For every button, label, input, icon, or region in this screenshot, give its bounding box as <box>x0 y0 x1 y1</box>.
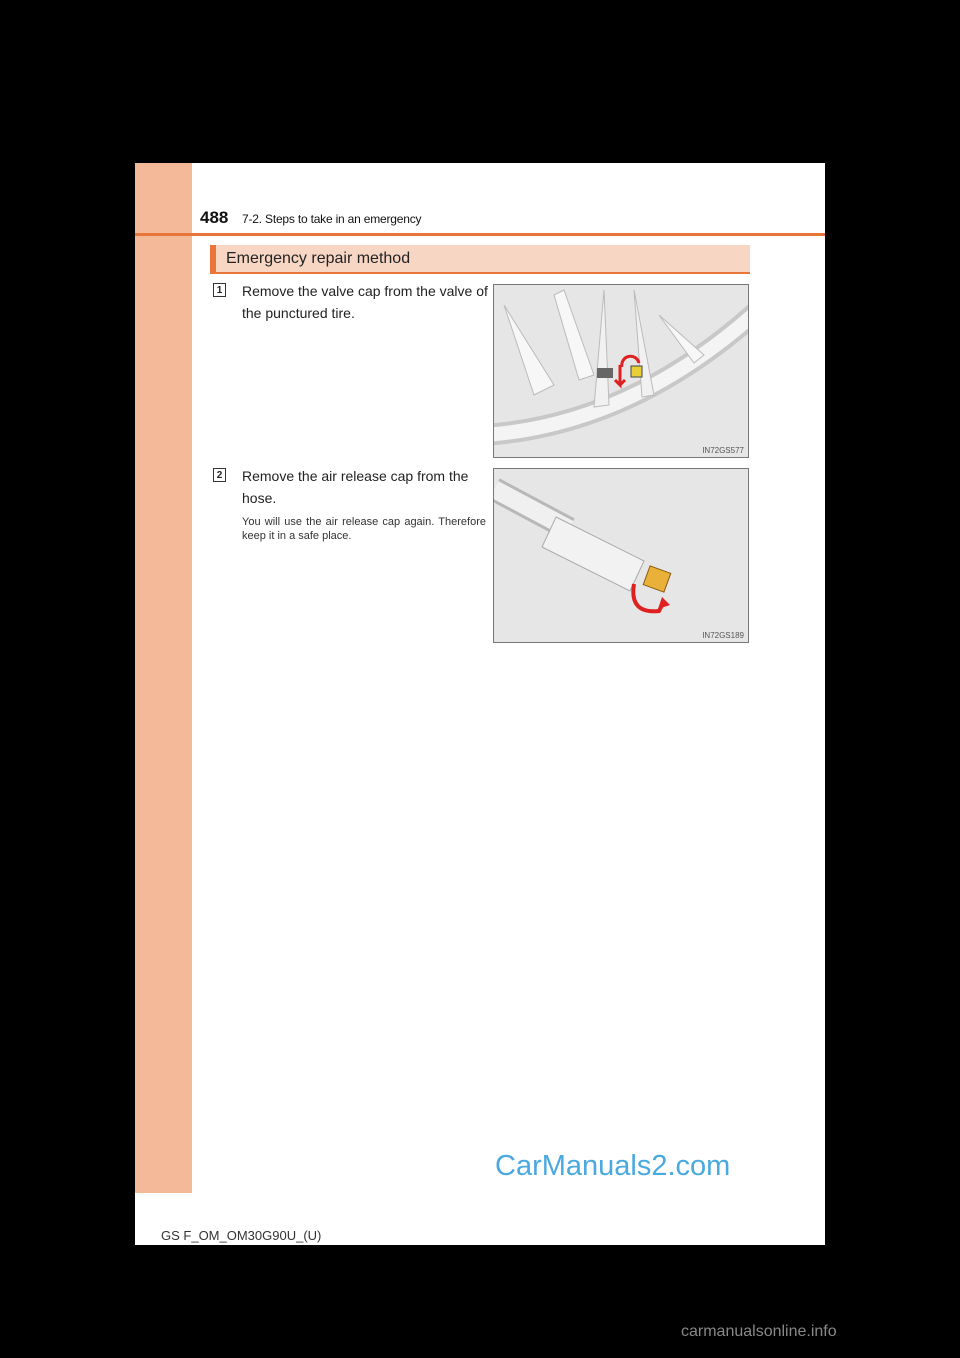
figure-code: IN72GS189 <box>702 631 744 640</box>
document-code: GS F_OM_OM30G90U_(U) <box>161 1228 322 1243</box>
manual-page <box>135 163 825 1245</box>
page-number: 488 <box>200 208 229 227</box>
figure-hose-cap <box>493 468 749 643</box>
header-divider <box>135 233 825 236</box>
section-header <box>210 245 750 274</box>
step-text: Remove the air release cap from the hose. <box>242 468 469 506</box>
page-sidebar-tab <box>135 163 192 1193</box>
step-note: You will use the air release cap again. Therefore keep it in a safe place. <box>242 516 486 542</box>
watermark-carmanuals2: CarManuals2.com <box>495 1150 731 1182</box>
tire-valve-illustration-icon <box>494 285 749 458</box>
hose-cap-illustration-icon <box>494 469 749 643</box>
chapter-title: 7-2. Steps to take in an emergency <box>242 212 422 226</box>
section-title: Emergency repair method <box>226 250 411 267</box>
figure-tire-valve <box>493 284 749 458</box>
step-number-badge: 1 <box>213 283 226 297</box>
figure-code: IN72GS577 <box>702 446 744 455</box>
watermark-carmanualsonline: carmanualsonline.info <box>681 1323 837 1340</box>
step-text: Remove the valve cap from the valve of the punctured tire. <box>242 283 488 321</box>
step-number-badge: 2 <box>213 468 226 482</box>
